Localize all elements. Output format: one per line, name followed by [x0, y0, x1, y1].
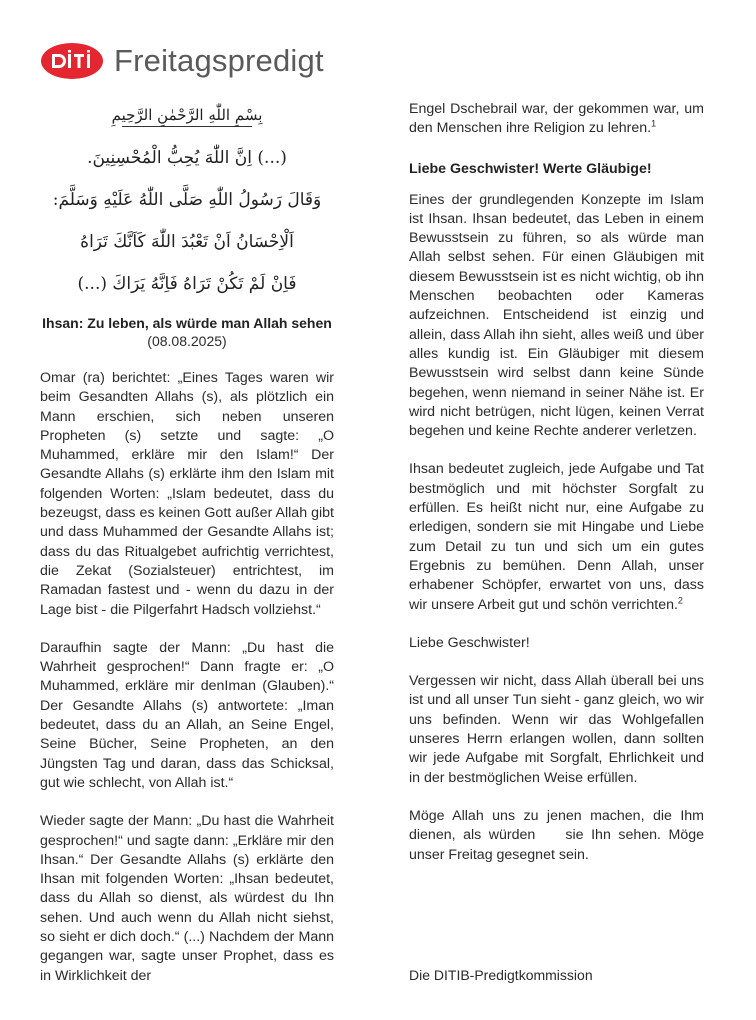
- paragraph: Wieder sagte der Mann: „Du hast die Wahrheit gesprochen!“ und sagte dann: „Erkläre mir den Ihsan.“ Der Gesandte Allahs (s) erklärte den Ihsan mit folgenden Worten: „Ihsan bedeutet, dass du Allah so dienst, als würdest du Ihn sehen. Und auch wenn du Allah nicht siehst, so sieht er dich doch.“ (...) Nachdem der Mann gegangen war, sagte unser Prophet, dass es in Wirklichkeit der: [40, 813, 334, 984]
- address-line: Liebe Geschwister!: [409, 634, 530, 651]
- basmala-calligraphy: بِسْمِ اللّٰهِ الرَّحْمٰنِ الرَّحِيمِ: [40, 106, 334, 127]
- sermon-date: (08.08.2025): [147, 333, 227, 349]
- paragraph: Ihsan bedeutet zugleich, jede Aufgabe und Tat bestmöglich und mit höchster Sorgfalt zu erfüllen. Es heißt nicht nur, eine Aufgabe zu erledigen, sondern sie mit Hingabe und Liebe zum Detail zu tun und sich um ein gutes Ergebnis zu bemühen. Denn Allah, unser erhabener Schöpfer, erwartet von uns, dass wir unsere Arbeit gut und schön verrichten.$^2$: [409, 461, 704, 613]
- footnote-marker: 2: [677, 594, 683, 605]
- arabic-hadith-line-1: اَلْاِحْسَانُ اَنْ تَعْبُدَ اللّٰهَ كَاَنَّكَ تَرَاهُ: [80, 232, 294, 252]
- publication-title: Freitagspredigt: [114, 43, 324, 78]
- sermon-title: Ihsan: Zu leben, als würde man Allah sehen: [42, 315, 332, 331]
- paragraph: Daraufhin sagte der Mann: „Du hast die Wahrheit gesprochen!“ Dann fragte er: „O Muhammed, erkläre mir denIman (Glauben).“ Der Gesandte Allahs (s) antwortete: „Iman bedeutet, dass du an Allah, an Seine Engel, Seine Bücher, Seine Propheten, an den Jüngsten Tag und daran, dass das Schicksal, gut wie schlecht, von Allah ist.“: [40, 639, 334, 791]
- right-column: [409, 100, 708, 884]
- arabic-hadith-intro: وَقَالَ رَسُولُ اللّٰهِ صَلَّى اللّٰهُ عَلَيْهِ وَسَلَّمَ:: [52, 190, 322, 210]
- left-column: [40, 100, 334, 1005]
- page-header: [40, 40, 324, 82]
- arabic-quote-block: [40, 106, 334, 295]
- arabic-verse: (...) اِنَّ اللّٰهَ يُحِبُّ الْمُحْسِنِينَ.: [87, 148, 287, 168]
- footnote-marker: 1: [651, 118, 657, 129]
- arabic-hadith-line-2: فَاِنْ لَمْ تَكُنْ تَرَاهُ فَاِنَّهُ يَرَاكَ (...): [77, 274, 297, 294]
- paragraph: Omar (ra) berichtet: „Eines Tages waren wir beim Gesandten Allahs (s), als plötzlich ein Mann erschien, sich neben unseren Propheten (s) setzte und sagte: „O Muhammed, erkläre mir den Islam!“ Der Gesandte Allahs (s) erklärte ihm den Islam mit folgenden Worten: „Islam bedeutet, dass du bezeugst, dass es keinen Gott außer Allah gibt und dass Muhammed der Gesandte Allahs ist; dass du das Ritualgebet aufrichtig verrichtest, die Zekat (Sozialsteuer) entrichtest, im Ramadan fastest und - wenn du dazu in der Lage bist - die Pilgerfahrt Hadsch vollziehst.“: [40, 370, 334, 618]
- paragraph: Eines der grundlegenden Konzepte im Islam ist Ihsan. Ihsan bedeutet, das Leben in einem Bewusstsein zu führen, so als würde man Allah selbst sehen. Für einen Gläubigen mit diesem Bewusstsein ist es nicht wichtig, ob ihn Menschen beobachten oder Kameras aufzeichnen. Entscheidend ist einzig und allein, dass Allah ihn sieht, alles weiß und über alles kundig ist. Ein Gläubiger mit diesem Bewusstsein wird selbst dann keine Sünde begehen, wenn niemand in seiner Nähe ist. Er wird nicht betrügen, nicht lügen, keinen Verrat begehen und keine Rechte anderer verletzen.: [409, 191, 704, 440]
- paragraph-continued: Engel Dschebrail war, der gekommen war, um den Menschen ihre Religion zu lehren.$^1$: [409, 101, 704, 137]
- paragraph: Vergessen wir nicht, dass Allah überall bei uns ist und all unser Tun sieht - ganz gleich, wo wir uns befinden. Wenn wir das Wohlgefallen unseres Herrn erlangen wollen, dann sollten wir jede Aufgabe mit Sorgfalt, Ehrlichkeit und in der bestmöglichen Weise erfüllen.: [409, 673, 704, 786]
- section-heading: Liebe Geschwister! Werte Gläubige!: [409, 160, 652, 177]
- closing-paragraph: Möge Allah uns zu jenen machen, die Ihm dienen, als würden sie Ihn sehen. Möge unser Freitag gesegnet sein.: [409, 807, 708, 863]
- signature: Die DITIB-Predigtkommission: [409, 967, 593, 983]
- ditib-logo: [40, 42, 104, 80]
